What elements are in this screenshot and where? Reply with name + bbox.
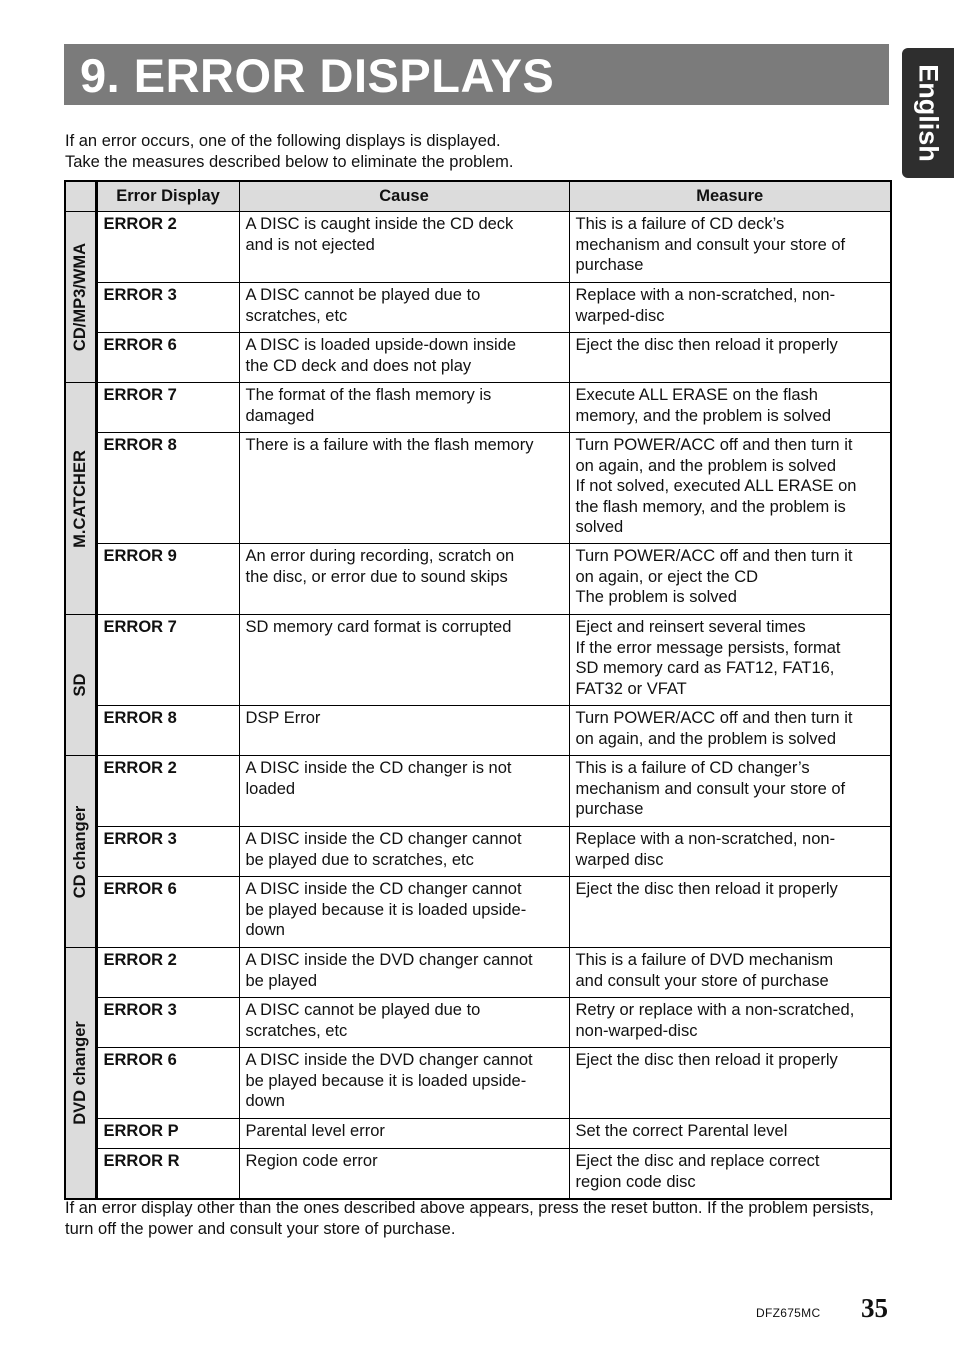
header-measure: Measure <box>569 181 891 212</box>
measure-cell: Replace with a non-scratched, non- warped-disc <box>569 283 891 333</box>
table-row <box>65 877 891 948</box>
cause-cell: A DISC cannot be played due to scratches, etc <box>239 998 569 1048</box>
error-code-cell: ERROR 7 <box>96 615 239 706</box>
intro-text <box>65 131 514 173</box>
group-label-cell <box>65 615 96 756</box>
error-code-cell: ERROR 7 <box>96 383 239 433</box>
intro-line-1: If an error occurs, one of the following displays is displayed. <box>65 132 501 150</box>
table-row <box>65 615 891 706</box>
group-label-cell <box>65 383 96 615</box>
error-code-cell: ERROR 3 <box>96 998 239 1048</box>
table-row <box>65 212 891 283</box>
group-label: M.CATCHER <box>71 449 89 548</box>
language-tab <box>902 48 954 178</box>
table-row <box>65 1149 891 1199</box>
group-label: CD/MP3/WMA <box>71 242 89 352</box>
table-row <box>65 948 891 998</box>
table-row <box>65 827 891 877</box>
measure-cell: Turn POWER/ACC off and then turn it on again, and the problem is solved <box>569 706 891 756</box>
table-row <box>65 1119 891 1149</box>
group-label-cell <box>65 212 96 383</box>
measure-cell: Eject the disc then reload it properly <box>569 1048 891 1119</box>
error-code-cell: ERROR 6 <box>96 1048 239 1119</box>
error-code-cell: ERROR 6 <box>96 333 239 383</box>
header-cause: Cause <box>239 181 569 212</box>
error-code-cell: ERROR 3 <box>96 283 239 333</box>
page-title: 9. ERROR DISPLAYS <box>80 49 555 102</box>
table-row <box>65 998 891 1048</box>
cause-cell: An error during recording, scratch on the disc, or error due to sound skips <box>239 544 569 615</box>
cause-cell: A DISC cannot be played due to scratches, etc <box>239 283 569 333</box>
model-number: DFZ675MC <box>756 1306 821 1320</box>
error-code-cell: ERROR 2 <box>96 948 239 998</box>
page-number: 35 <box>861 1293 888 1323</box>
measure-cell: Eject the disc then reload it properly <box>569 877 891 948</box>
table-row <box>65 383 891 433</box>
group-label: DVD changer <box>71 1020 89 1125</box>
cause-cell: A DISC inside the CD changer is not loaded <box>239 756 569 827</box>
group-label-cell <box>65 948 96 1199</box>
measure-cell: Set the correct Parental level <box>569 1119 891 1149</box>
cause-cell: A DISC inside the DVD changer cannot be played <box>239 948 569 998</box>
outro-text: If an error display other than the ones described above appears, press the reset button. If the problem persists, turn off the power and consult your store of purchase. <box>65 1199 874 1238</box>
header-corner <box>65 181 96 212</box>
measure-cell: Turn POWER/ACC off and then turn it on again, or eject the CD The problem is solved <box>569 544 891 615</box>
cause-cell: A DISC inside the CD changer cannot be played because it is loaded upside- down <box>239 877 569 948</box>
table-row <box>65 283 891 333</box>
measure-cell: Replace with a non-scratched, non- warped disc <box>569 827 891 877</box>
error-code-cell: ERROR 9 <box>96 544 239 615</box>
page-title-bar <box>64 44 889 105</box>
measure-cell: Execute ALL ERASE on the flash memory, and the problem is solved <box>569 383 891 433</box>
table-row <box>65 544 891 615</box>
cause-cell: A DISC is loaded upside-down inside the CD deck and does not play <box>239 333 569 383</box>
measure-cell: This is a failure of CD deck’s mechanism and consult your store of purchase <box>569 212 891 283</box>
measure-cell: Eject and reinsert several times If the error message persists, format SD memory card as FAT12, FAT16, FAT32 or VFAT <box>569 615 891 706</box>
cause-cell: SD memory card format is corrupted <box>239 615 569 706</box>
error-code-cell: ERROR 8 <box>96 433 239 544</box>
error-code-cell: ERROR 8 <box>96 706 239 756</box>
cause-cell: A DISC inside the CD changer cannot be played due to scratches, etc <box>239 827 569 877</box>
cause-cell: DSP Error <box>239 706 569 756</box>
header-error-display: Error Display <box>96 181 239 212</box>
group-label: SD <box>71 673 89 697</box>
group-label-cell <box>65 756 96 948</box>
table-row <box>65 1048 891 1119</box>
table-header-row <box>65 181 891 212</box>
measure-cell: Eject the disc then reload it properly <box>569 333 891 383</box>
intro-line-2: Take the measures described below to eliminate the problem. <box>65 153 514 171</box>
cause-cell: A DISC is caught inside the CD deck and is not ejected <box>239 212 569 283</box>
cause-cell: Parental level error <box>239 1119 569 1149</box>
cause-cell: A DISC inside the DVD changer cannot be played because it is loaded upside- down <box>239 1048 569 1119</box>
cause-cell: Region code error <box>239 1149 569 1199</box>
error-code-cell: ERROR 3 <box>96 827 239 877</box>
table-row <box>65 433 891 544</box>
measure-cell: Retry or replace with a non-scratched, non-warped-disc <box>569 998 891 1048</box>
error-code-cell: ERROR 6 <box>96 877 239 948</box>
error-code-cell: ERROR 2 <box>96 212 239 283</box>
error-code-cell: ERROR 2 <box>96 756 239 827</box>
table-row <box>65 333 891 383</box>
measure-cell: Turn POWER/ACC off and then turn it on again, and the problem is solved If not solved, executed ALL ERASE on the flash memory, and the problem is solved <box>569 433 891 544</box>
language-tab-label: English <box>913 64 944 162</box>
table-row <box>65 706 891 756</box>
table-row <box>65 756 891 827</box>
error-table <box>64 180 892 1200</box>
error-table-body <box>65 212 891 1199</box>
measure-cell: This is a failure of DVD mechanism and consult your store of purchase <box>569 948 891 998</box>
error-code-cell: ERROR P <box>96 1119 239 1149</box>
group-label: CD changer <box>71 805 89 898</box>
cause-cell: The format of the flash memory is damaged <box>239 383 569 433</box>
error-code-cell: ERROR R <box>96 1149 239 1199</box>
measure-cell: Eject the disc and replace correct region code disc <box>569 1149 891 1199</box>
measure-cell: This is a failure of CD changer’s mechanism and consult your store of purchase <box>569 756 891 827</box>
cause-cell: There is a failure with the flash memory <box>239 433 569 544</box>
